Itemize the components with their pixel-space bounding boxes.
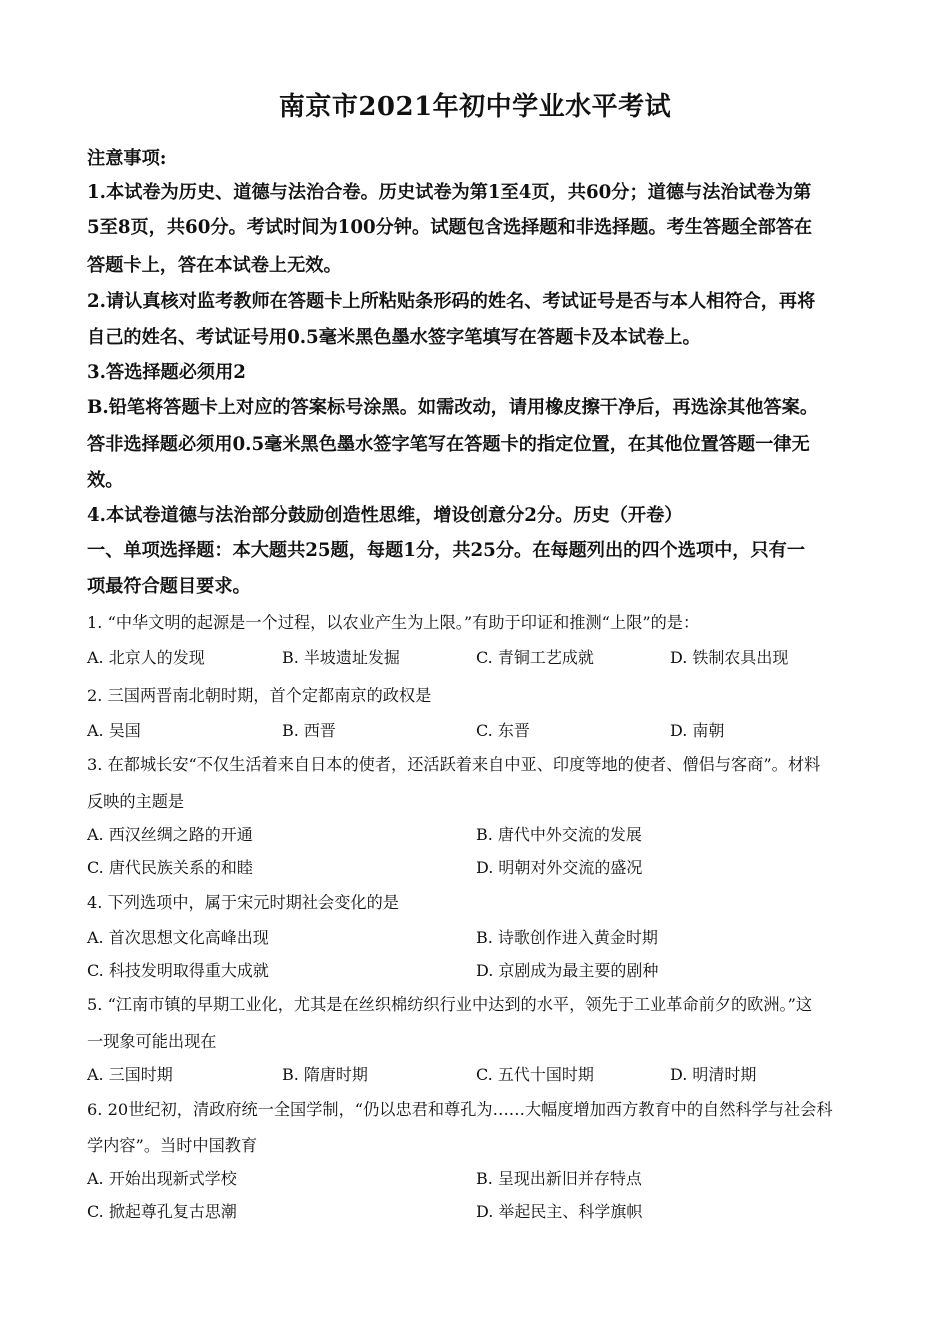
question-stem: 一现象可能出现在	[87, 1032, 217, 1051]
option-d: D. 南朝	[670, 721, 725, 740]
option-c: C. 五代十国时期	[476, 1065, 594, 1084]
option-c: C. 唐代民族关系的和睦	[87, 858, 253, 877]
notice-line: 3.答选择题必须用2	[87, 362, 246, 383]
notice-line: 答题卡上，答在本试卷上无效。	[87, 255, 342, 276]
question-stem: 6. 20世纪初，清政府统一全国学制，“仍以忠君和尊孔为……大幅度增加西方教育中的自然科学与社会科	[87, 1100, 833, 1119]
exam-title: 南京市2021年初中学业水平考试	[278, 92, 672, 122]
option-a: A. 吴国	[87, 721, 141, 740]
option-b: B. 西晋	[282, 721, 336, 740]
notice-line: 5至8页，共60分。考试时间为100分钟。试题包含选择题和非选择题。考生答题全部答在	[87, 217, 813, 238]
option-b: B. 半坡遗址发掘	[282, 648, 400, 667]
notice-line: 4.本试卷道德与法治部分鼓励创造性思维，增设创意分2分。历史（开卷）	[87, 505, 683, 526]
option-d: D. 明朝对外交流的盛况	[476, 858, 643, 877]
option-b: B. 隋唐时期	[282, 1065, 368, 1084]
option-a: A. 西汉丝绸之路的开通	[87, 825, 253, 844]
question-stem: 学内容”。当时中国教育	[87, 1136, 258, 1155]
question-stem: 3. 在都城长安“不仅生活着来自日本的使者，还活跃着来自中亚、印度等地的使者、僧侣与客商”。材料	[87, 755, 821, 774]
section-heading: 一、单项选择题：本大题共25题，每题1分，共25分。在每题列出的四个选项中，只有一	[87, 540, 806, 561]
notice-heading: 注意事项:	[87, 148, 167, 169]
option-a: A. 首次思想文化高峰出现	[87, 928, 269, 947]
question-stem: 1. “中华文明的起源是一个过程，以农业产生为上限。”有助于印证和推测“上限”的是：	[87, 613, 700, 632]
notice-line: B.铅笔将答题卡上对应的答案标号涂黑。如需改动，请用橡皮擦干净后，再选涂其他答案。	[87, 397, 819, 418]
option-a: A. 三国时期	[87, 1065, 173, 1084]
option-c: C. 掀起尊孔复古思潮	[87, 1202, 237, 1221]
option-a: A. 北京人的发现	[87, 648, 205, 667]
option-d: D. 京剧成为最主要的剧种	[476, 961, 659, 980]
option-b: B. 诗歌创作进入黄金时期	[476, 928, 658, 947]
option-c: C. 科技发明取得重大成就	[87, 961, 269, 980]
option-a: A. 开始出现新式学校	[87, 1169, 237, 1188]
question-stem: 4. 下列选项中，属于宋元时期社会变化的是	[87, 893, 399, 912]
option-d: D. 铁制农具出现	[670, 648, 789, 667]
option-d: D. 明清时期	[670, 1065, 757, 1084]
option-c: C. 东晋	[476, 721, 530, 740]
option-b: B. 唐代中外交流的发展	[476, 825, 642, 844]
notice-line: 答非选择题必须用0.5毫米黑色墨水签字笔写在答题卡的指定位置，在其他位置答题一律无	[87, 434, 810, 455]
option-c: C. 青铜工艺成就	[476, 648, 594, 667]
section-heading: 项最符合题目要求。	[87, 576, 251, 597]
notice-line: 2.请认真核对监考教师在答题卡上所粘贴条形码的姓名、考试证号是否与本人相符合，再将	[87, 291, 816, 312]
notice-line: 1.本试卷为历史、道德与法治合卷。历史试卷为第1至4页，共60分；道德与法治试卷为第	[87, 182, 812, 203]
question-stem: 2. 三国两晋南北朝时期，首个定都南京的政权是	[87, 686, 432, 705]
option-b: B. 呈现出新旧并存特点	[476, 1169, 642, 1188]
notice-line: 自己的姓名、考试证号用0.5毫米黑色墨水签字笔填写在答题卡及本试卷上。	[87, 327, 701, 348]
option-d: D. 举起民主、科学旗帜	[476, 1202, 643, 1221]
notice-line: 效。	[87, 470, 124, 491]
question-stem: 5. “江南市镇的早期工业化，尤其是在丝织棉纺织行业中达到的水平，领先于工业革命前夕的欧洲。”这	[87, 995, 813, 1014]
question-stem: 反映的主题是	[87, 792, 185, 811]
